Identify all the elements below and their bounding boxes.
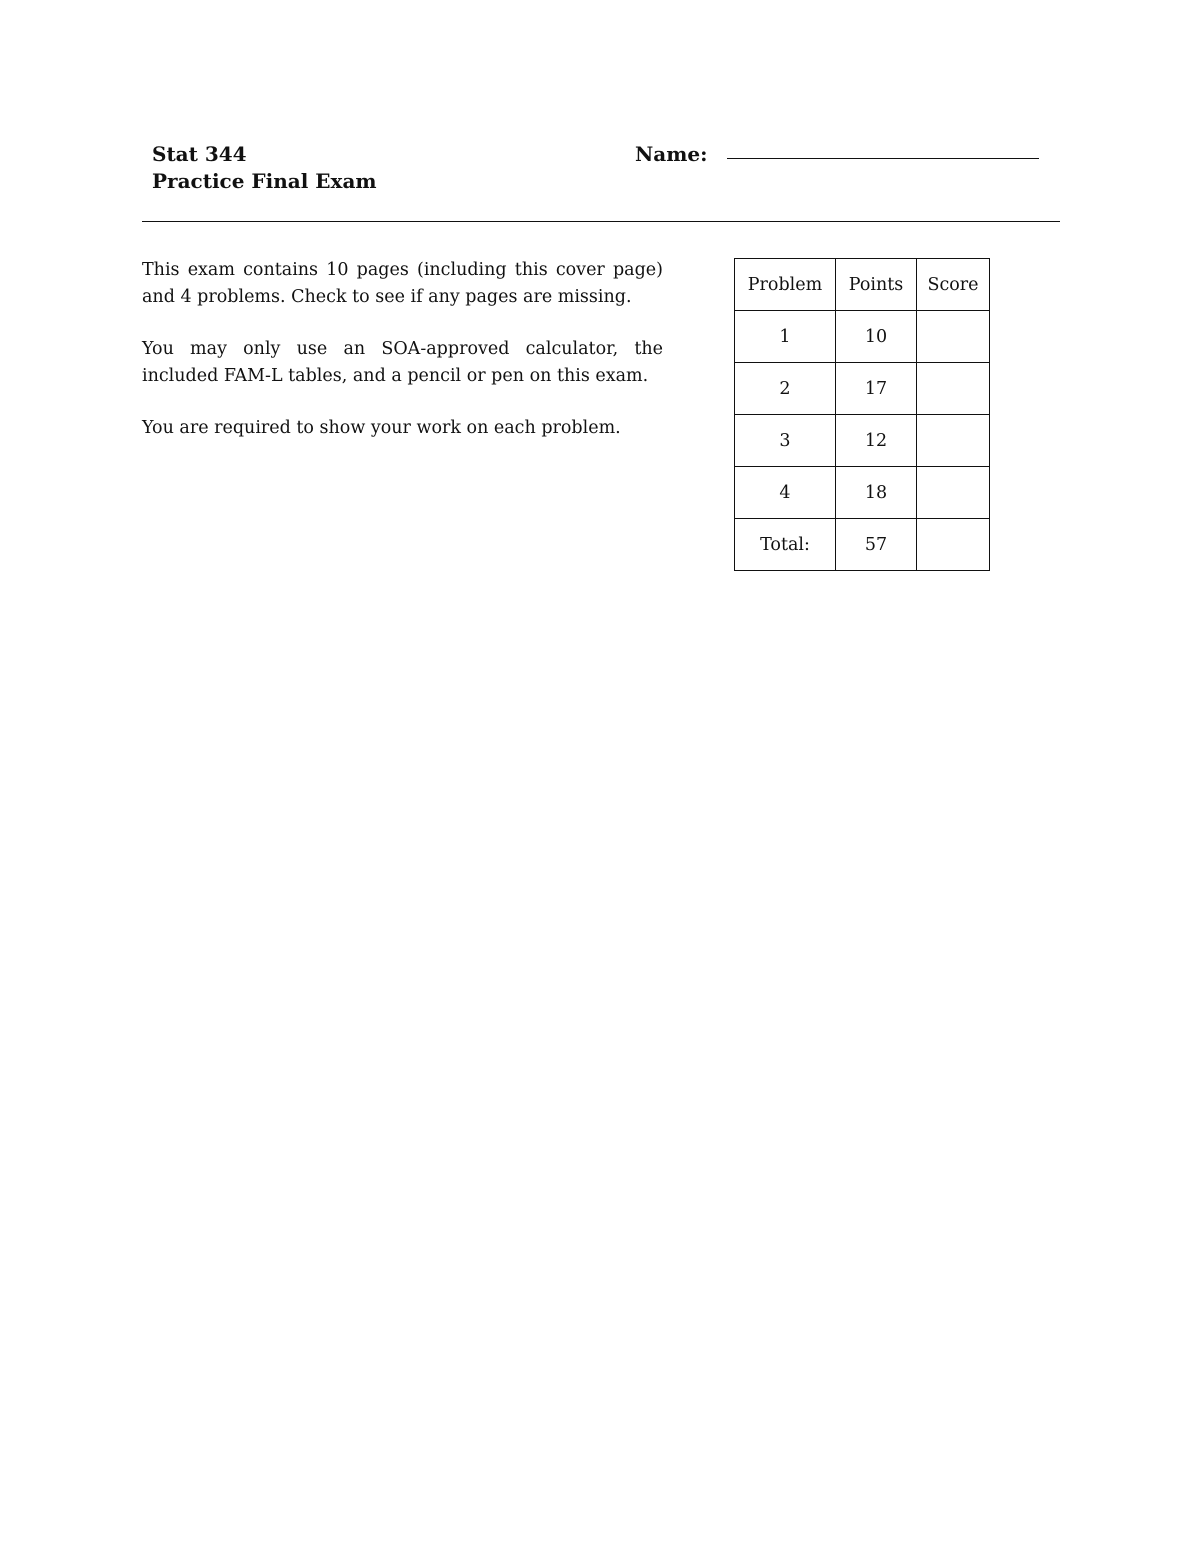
table-total-row — [735, 519, 990, 571]
score-cell[interactable] — [917, 363, 990, 415]
total-score-cell[interactable] — [917, 519, 990, 571]
name-label: Name: — [635, 142, 708, 166]
instruction-materials: You may only use an SOA-approved calculator, the included FAM-L tables, and a pencil or pen on this exam. — [142, 339, 663, 386]
problem-cell: 4 — [735, 467, 836, 519]
table-row — [735, 467, 990, 519]
instructions — [142, 257, 663, 467]
instruction-pages: This exam contains 10 pages (including this cover page) and 4 problems. Check to see if any pages are missing. — [142, 260, 663, 307]
problem-cell: 1 — [735, 311, 836, 363]
table-row — [735, 311, 990, 363]
total-points-cell: 57 — [836, 519, 917, 571]
header-points: Points — [836, 259, 917, 311]
total-label-cell: Total: — [735, 519, 836, 571]
course-title: Stat 344 — [152, 142, 247, 166]
header-problem: Problem — [735, 259, 836, 311]
table-row — [735, 363, 990, 415]
header-divider — [142, 221, 1060, 222]
problem-cell: 3 — [735, 415, 836, 467]
score-cell[interactable] — [917, 415, 990, 467]
points-cell: 17 — [836, 363, 917, 415]
score-cell[interactable] — [917, 311, 990, 363]
header-score: Score — [917, 259, 990, 311]
score-cell[interactable] — [917, 467, 990, 519]
problem-cell: 2 — [735, 363, 836, 415]
table-row — [735, 415, 990, 467]
score-table — [734, 258, 990, 571]
instruction-show-work: You are required to show your work on each problem. — [142, 418, 621, 438]
points-cell: 10 — [836, 311, 917, 363]
points-cell: 18 — [836, 467, 917, 519]
table-header-row — [735, 259, 990, 311]
points-cell: 12 — [836, 415, 917, 467]
name-blank-line[interactable] — [727, 158, 1039, 159]
exam-title: Practice Final Exam — [152, 169, 377, 193]
